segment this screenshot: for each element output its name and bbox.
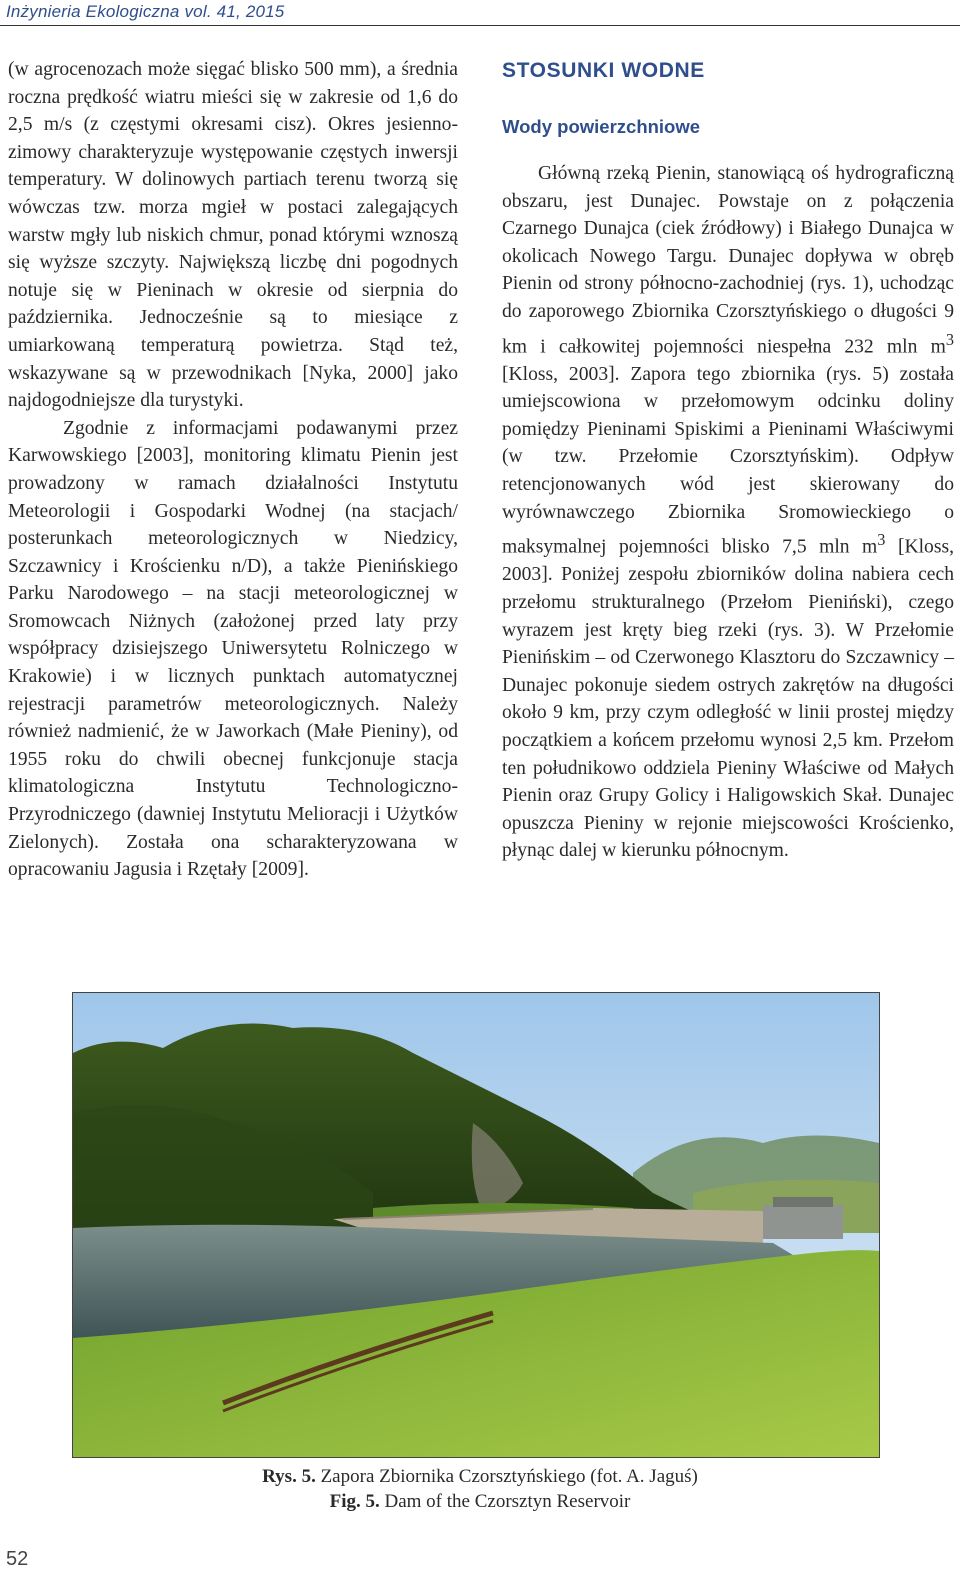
caption-text-english: Dam of the Czorsztyn Reservoir bbox=[379, 1491, 631, 1512]
figure-caption-polish bbox=[0, 1466, 960, 1488]
right-text-part-c: [Kloss, 2003]. Poniżej zespołu zbiorników dolina nabiera cech przełomu strukturalnego (Przełom Pieniński), czego wyrazem jest kręty bieg rzeki (rys. 3). W Przełomie Pienińskim – od Czerwonego Klasztoru do Szczawnicy – Dunajec pokonuje siedem ostrych zakrętów na długości około 9 km, przy czym odległość w linii prostej między początkiem a końcem przełomu wynosi 2,5 km. Przełom ten południkowo oddziela Pieniny Właściwe od Małych Pienin oraz Grupy Golicy i Haligowskich Skał. Dunajec opuszcza Pieniny w rejonie miejscowości Krościenko, płynąc dalej w kierunku północnym. bbox=[502, 536, 955, 862]
left-paragraph-1: (w agrocenozach może sięgać blisko 500 mm), a średnia roczna prędkość wiatru mieści się w zakresie od 1,6 do 2,5 m/s (z częstymi okresami cisz). Okres jesienno-zimowy charakteryzuje występowanie częstych inwersji temperatury. W dolinowych partiach terenu tworzą się wówczas tzw. morza mgieł w postaci zalegających warstw mgły lub niskich chmur, ponad którymi wznoszą się wyższe szczyty. Największą liczbę dni pogodnych notuje się w Pieninach w okresie od sierpnia do października. Jednocześnie są to miesiące z umiarkowaną temperaturą powietrza. Stąd też, wskazywane są w przewodnikach [Nyka, 2000] jako najdogodniejsze dla turystyki. bbox=[8, 59, 458, 412]
caption-label-polish: Rys. 5. bbox=[262, 1466, 316, 1487]
caption-text-polish: Zapora Zbiornika Czorsztyńskiego (fot. A. Jaguś) bbox=[315, 1466, 698, 1487]
right-text-part-a: Główną rzeką Pienin, stanowiącą oś hydrograficzną obszaru, jest Dunajec. Powstaje on z połączenia Czarnego Dunajca (ciek źródłowy) i Białego Dunajca w okolicach Nowego Targu. Dunajec dopływa w obręb Pienin od strony północno-zachodniej (rys. 1), uchodząc do zaporowego Zbiornika Czorsztyńskiego o długości 9 km i całkowitej pojemności niespełna 232 mln m bbox=[502, 163, 954, 358]
figure-caption-english bbox=[0, 1491, 960, 1513]
right-paragraph-1 bbox=[502, 160, 954, 865]
right-column bbox=[502, 56, 955, 862]
right-text-part-b: [Kloss, 2003]. Zapora tego zbiornika (rys. 5) została umiejscowiona w przełomowym odcinku doliny pomiędzy Pieninami Spiskimi a Pieninami Właściwymi (w tzw. Przełomie Czorsztyńskim). Odpływ retencjonowanych wód jest skierowany do wyrównawczego Zbiornika Sromowieckiego o maksymalnej pojemności blisko 7,5 mln m bbox=[502, 363, 954, 558]
superscript-3: 3 bbox=[945, 329, 954, 349]
caption-label-english: Fig. 5. bbox=[329, 1491, 380, 1512]
page-number: 52 bbox=[6, 1548, 29, 1570]
running-header bbox=[6, 2, 284, 22]
journal-volume: vol. 41, 2015 bbox=[184, 2, 285, 21]
superscript-3: 3 bbox=[877, 530, 886, 550]
dam-photo bbox=[72, 992, 880, 1458]
left-column bbox=[8, 56, 458, 884]
journal-name: Inżynieria Ekologiczna bbox=[6, 2, 180, 21]
left-paragraph-2: Zgodnie z informacjami podawanymi przez Karwowskiego [2003], monitoring klimatu Pienin jest prowadzony w ramach działalności Instytutu Meteorologii i Gospodarki Wodnej (na stacjach/ posterunkach meteorologicznych w Niedzicy, Szczawnicy i Krościenku n/D), a także Pienińskiego Parku Narodowego – na stacji meteorologicznej w Sromowcach Niżnych (założonej przed laty przy współpracy dzisiejszego Uniwersytetu Rolniczego w Krakowie) i w licznych punktach automatycznej rejestracji parametrów meteorologicznych. Należy również nadmienić, że w Jaworkach (Małe Pieniny), od 1955 roku do chwili obecnej funkcjonuje stacja klimatologiczna Instytutu Technologiczno-Przyrodniczego (dawniej Instytutu Melioracji i Użytków Zielonych). Została ona scharakteryzowana w opracowaniu Jagusia i Rzętały [2009]. bbox=[8, 417, 458, 881]
subsection-title: Wody powierzchniowe bbox=[502, 116, 701, 137]
header-rule bbox=[0, 25, 960, 26]
section-title: STOSUNKI WODNE bbox=[502, 59, 705, 82]
